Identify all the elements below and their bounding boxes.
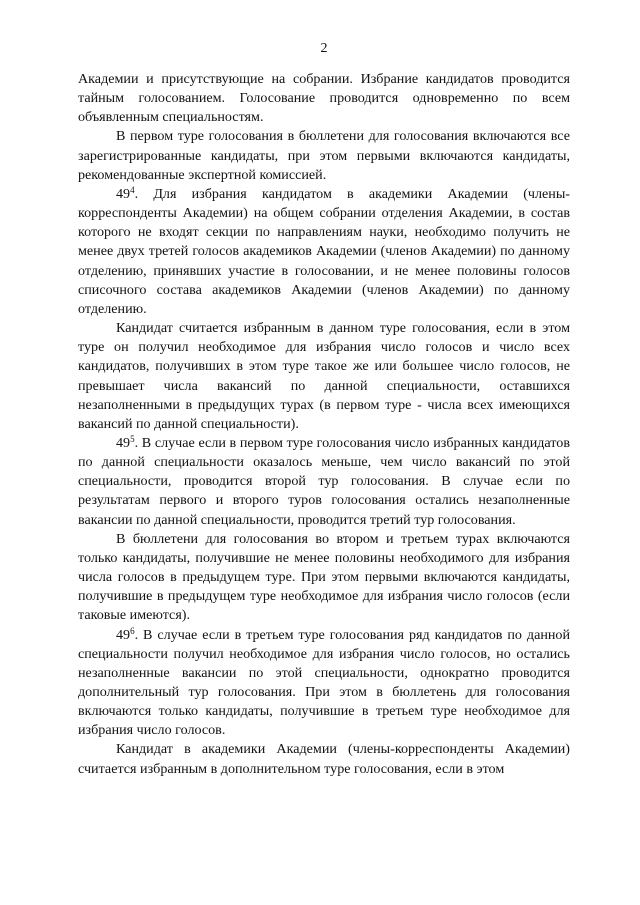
- page-number: 2: [320, 41, 328, 56]
- clause-text: . В случае если в первом туре голосования число избранных кандидатов по данной специальности оказалось меньше, чем число вакансий по этой специальности, проводится второй тур голосования. В случае если по результатам первого и второго туров голосования остались незаполненные вакансии по данной специальности, проводится третий тур голосования.: [78, 434, 570, 528]
- clause-49-5: [78, 434, 570, 530]
- clause-superscript: 6: [130, 625, 135, 636]
- clause-text: . В случае если в третьем туре голосования ряд кандидатов по данной специальности получил необходимое для избрания число голосов, но остались незаполненные вакансии по этой специальности, однократно проводится дополнительный тур голосования. При этом в бюллетень для голосования включаются только кандидаты, получившие в третьем туре необходимое для избрания число голосов.: [78, 626, 570, 739]
- paragraph: Кандидат в академики Академии (члены-корреспонденты Академии) считается избранным в дополнительном туре голосования, если в этом: [78, 741, 570, 777]
- clause-superscript: 5: [130, 433, 135, 444]
- paragraph: Академии и присутствующие на собрании. Избрание кандидатов проводится тайным голосованием. Голосование проводится одновременно по всем объявленным специальностям.: [78, 71, 570, 126]
- clause-text: . Для избрания кандидатом в академики Академии (члены-корреспонденты Академии) на общем собрании отделения Академии, в состав которого не входят секции по направлениям науки, необходимо получить не менее двух третей голосов академиков Академии (членов Академии) по данному отделению, принявших участие в голосовании, и не менее половины голосов списочного состава академиков Академии (членов Академии) по данному отделению.: [78, 185, 570, 317]
- clause-49-6: [78, 626, 570, 741]
- paragraph: В бюллетени для голосования во втором и третьем турах включаются только кандидаты, получившие не менее половины необходимого для избрания числа голосов в предыдущем туре. При этом первыми включаются кандидаты, получившие в предыдущем туре необходимое для избрания число голосов (если таковые имеются).: [78, 530, 570, 624]
- paragraph: В первом туре голосования в бюллетени для голосования включаются все зарегистрированные кандидаты, при этом первыми включаются кандидаты, рекомендованные экспертной комиссией.: [78, 128, 570, 183]
- clause-number: 49: [116, 626, 131, 643]
- paragraph: Кандидат считается избранным в данном туре голосования, если в этом туре он получил необходимое для избрания число голосов и число всех кандидатов, получивших в этом туре такое же или большее число голосов, не превышает числа вакансий по данной специальности, оставшихся незаполненными в предыдущих турах (в первом туре - числа всех имеющихся вакансий по данной специальности).: [78, 320, 570, 432]
- clause-number: 49: [116, 434, 131, 451]
- clause-number: 49: [116, 185, 131, 202]
- clause-49-4: [78, 185, 570, 319]
- clause-superscript: 4: [130, 184, 135, 195]
